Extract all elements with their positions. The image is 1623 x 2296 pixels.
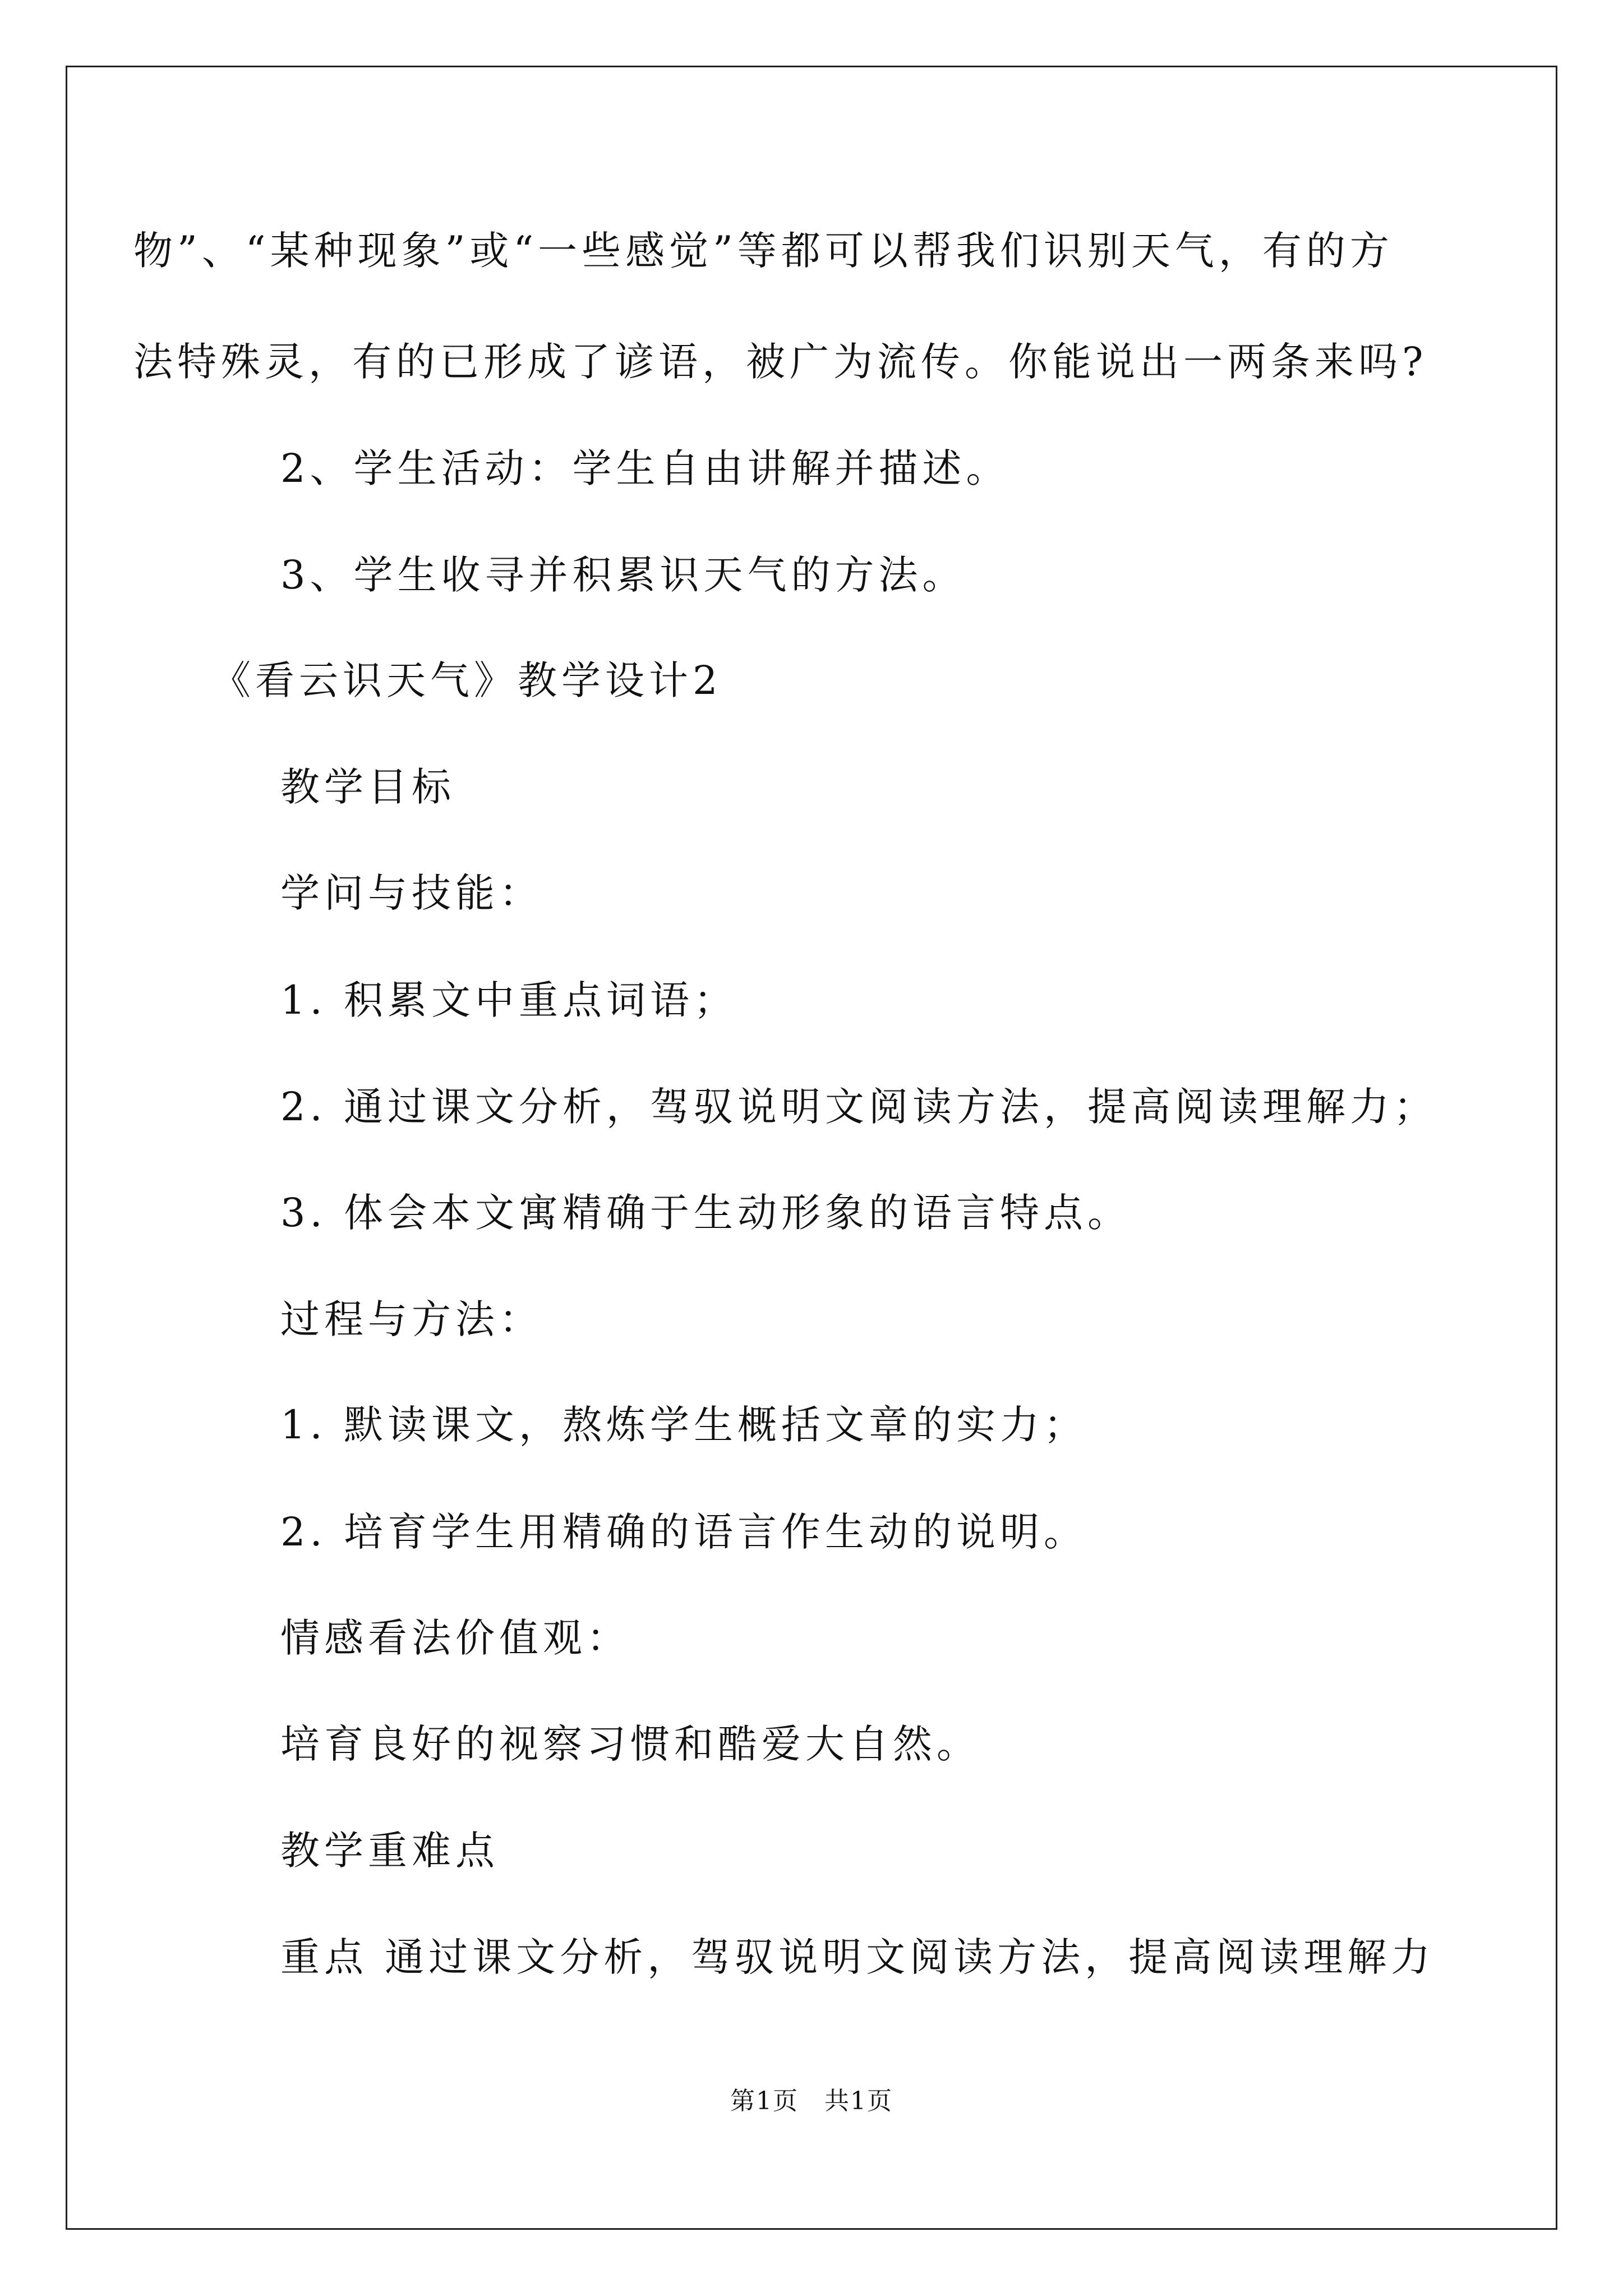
list-item: 3. 体会本文寓精确于生动形象的语言特点。 <box>280 1190 1132 1236</box>
list-item: 2. 培育学生用精确的语言作生动的说明。 <box>280 1509 1088 1555</box>
heading-key-points: 教学重难点 <box>280 1828 499 1874</box>
subheading-process-method: 过程与方法： <box>280 1296 543 1342</box>
list-item: 2. 通过课文分析，驾驭说明文阅读方法，提高阅读理解力； <box>280 1084 1438 1130</box>
subheading-knowledge-skills: 学问与技能： <box>280 870 543 916</box>
text-line-1: 物”、“某种现象”或“一些感觉”等都可以帮我们识别天气，有的方 <box>133 228 1394 274</box>
subheading-emotion-values: 情感看法价值观： <box>280 1615 630 1661</box>
page-number-footer: 第1页 共1页 <box>730 2087 893 2115</box>
heading-teaching-goals: 教学目标 <box>280 764 455 810</box>
list-item: 1. 积累文中重点词语； <box>280 977 738 1023</box>
text-line: 培育良好的视察习惯和酷爱大自然。 <box>280 1721 980 1767</box>
page-border <box>66 66 1557 2230</box>
text-line-2: 法特殊灵，有的已形成了谚语，被广为流传。你能说出一两条来吗? <box>133 339 1428 385</box>
section-title: 《看云识天气》教学设计2 <box>211 657 722 703</box>
text-line-3: 2、学生活动：学生自由讲解并描述。 <box>280 445 1010 491</box>
text-line: 重点 通过课文分析，驾驭说明文阅读方法，提高阅读理解力 <box>280 1934 1435 1980</box>
text-line-4: 3、学生收寻并积累识天气的方法。 <box>280 552 966 598</box>
list-item: 1. 默读课文，熬炼学生概括文章的实力； <box>280 1402 1088 1448</box>
